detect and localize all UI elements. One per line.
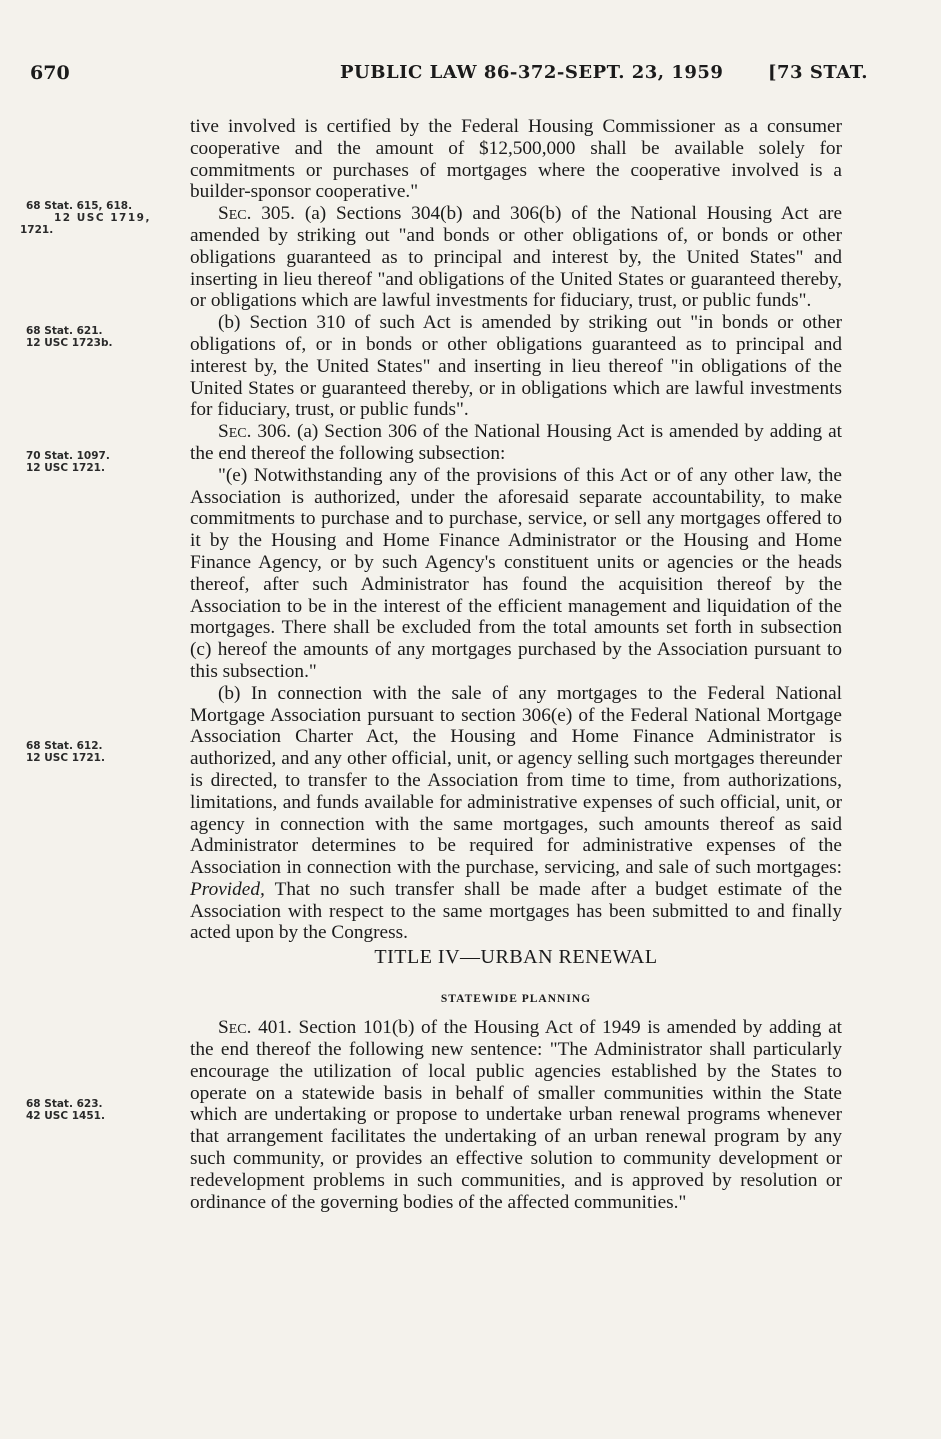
paragraph-sec-305-a bbox=[190, 203, 842, 312]
margin-citation bbox=[26, 325, 186, 349]
margin-citation-line: 68 Stat. 612. bbox=[26, 740, 103, 752]
margin-citation-line: 42 USC 1451. bbox=[26, 1110, 105, 1122]
section-label: Sec. 306. bbox=[218, 421, 292, 443]
paragraph-text: (a) Section 306 of the National Housing Act is amended by adding at the end thereof the following subsection: bbox=[190, 421, 842, 464]
paragraph-text: (b) In connection with the sale of any mortgages to the Federal National Mortgage Association pursuant to section 306(e) of the Federal National Mortgage Association Charter Act, the Housing and Home Finance Administrator is authorized, and any other official, unit, or agency selling such mortgages thereunder is directed, to transfer to the Association from time to time, from authorizations, limitations, and funds available for administrative expenses of such official, unit, or agency in connection with the same mortgages, such amounts thereof as said Administrator determines to be required for administrative expenses of the Association in connection with the purchase, servicing, and sale of such mortgages: bbox=[190, 682, 842, 879]
margin-citation-line: 68 Stat. 615, 618. bbox=[26, 200, 133, 212]
statute-text bbox=[190, 116, 842, 1213]
provided-term: Provided, bbox=[190, 878, 265, 900]
margin-citation-line: 70 Stat. 1097. bbox=[26, 450, 110, 462]
paragraph-sec-305-b: (b) Section 310 of such Act is amended by striking out "in bonds or other obligations of, or in bonds or other obligations guaranteed as to principal and interest by, the United States" and inserting in lieu thereof "in obligations of the United States or guaranteed thereby, or in obligations which are lawful investments for fiduciary, trust, or public funds". bbox=[190, 312, 842, 421]
margin-citation bbox=[26, 450, 186, 474]
section-subheading: STATEWIDE PLANNING bbox=[440, 993, 592, 1006]
paragraph-text: Section 101(b) of the Housing Act of 1949 is amended by adding at the end thereof the following new sentence: "The Administrator shall particularly encourage the utilization of local public agencies established by the States to operate on a statewide basis in behalf of smaller communities within the State which are undertaking or propose to undertake urban renewal programs whenever that arrangement facilitates the undertaking of an urban renewal program by any such community, or provides an effective solution to community development or redevelopment problems in such communities, and is approved by resolution or ordinance of the governing bodies of the affected communities." bbox=[190, 1017, 842, 1213]
margin-citation bbox=[26, 1098, 186, 1122]
margin-citation-line: 68 Stat. 621. bbox=[26, 325, 103, 337]
margin-citation-line: 12 USC 1723b. bbox=[26, 337, 113, 349]
paragraph-text: That no such transfer shall be made after a budget estimate of the Association with respect to the same mortgages has been submitted to and finally acted upon by the Congress. bbox=[190, 878, 842, 944]
margin-citation bbox=[20, 200, 186, 236]
paragraph-sec-306-a bbox=[190, 421, 842, 465]
paragraph-sec-306-b bbox=[190, 683, 842, 945]
margin-citation bbox=[26, 740, 186, 764]
title-heading: TITLE IV—URBAN RENEWAL bbox=[374, 946, 658, 969]
margin-citation-line: 1721. bbox=[20, 224, 54, 236]
margin-citation-line: 68 Stat. 623. bbox=[26, 1098, 103, 1110]
running-title: PUBLIC LAW 86-372-SEPT. 23, 1959 bbox=[340, 62, 724, 83]
page-header bbox=[0, 62, 941, 92]
margin-citation-line: 12 USC 1721. bbox=[26, 752, 105, 764]
section-label: Sec. 401. bbox=[218, 1017, 292, 1039]
margin-citation-line: 12 USC 1719, bbox=[54, 212, 151, 224]
paragraph-intro: tive involved is certified by the Federal Housing Commissioner as a consumer cooperative and the amount of $12,500,000 shall be available solely for commitments or purchases of mortgages where the cooperative involved is a builder-sponsor cooperative." bbox=[190, 116, 842, 203]
paragraph-text: (a) Sections 304(b) and 306(b) of the National Housing Act are amended by striking out "and bonds or other obligations of, or bonds or other obligations guaranteed as to principal and interest by, the United States" and inserting in lieu thereof "and obligations of the United States or guaranteed thereby, or obligations which are lawful investments for fiduciary, trust, or public funds". bbox=[190, 203, 843, 312]
margin-citation-line: 12 USC 1721. bbox=[26, 462, 105, 474]
paragraph-sec-401 bbox=[190, 1017, 842, 1213]
page-number: 670 bbox=[30, 62, 70, 84]
volume-reference: [73 STAT. bbox=[768, 62, 869, 83]
paragraph-sec-306-e: "(e) Notwithstanding any of the provisions of this Act or of any other law, the Association is authorized, under the aforesaid separate accountability, to make commitments to purchase and to purchase, service, or sell any mortgages offered to it by the Housing and Home Finance Administrator or the Housing and Home Finance Agency, or by such Agency's constituent units or agencies or the heads thereof, after such Administrator has found the acquisition thereof by the Association to be in the interest of the efficient management and liquidation of the mortgages. There shall be excluded from the total amounts set forth in subsection (c) hereof the amounts of any mortgages purchased by the Association pursuant to this subsection." bbox=[190, 464, 842, 682]
section-label: Sec. 305. bbox=[218, 203, 295, 225]
